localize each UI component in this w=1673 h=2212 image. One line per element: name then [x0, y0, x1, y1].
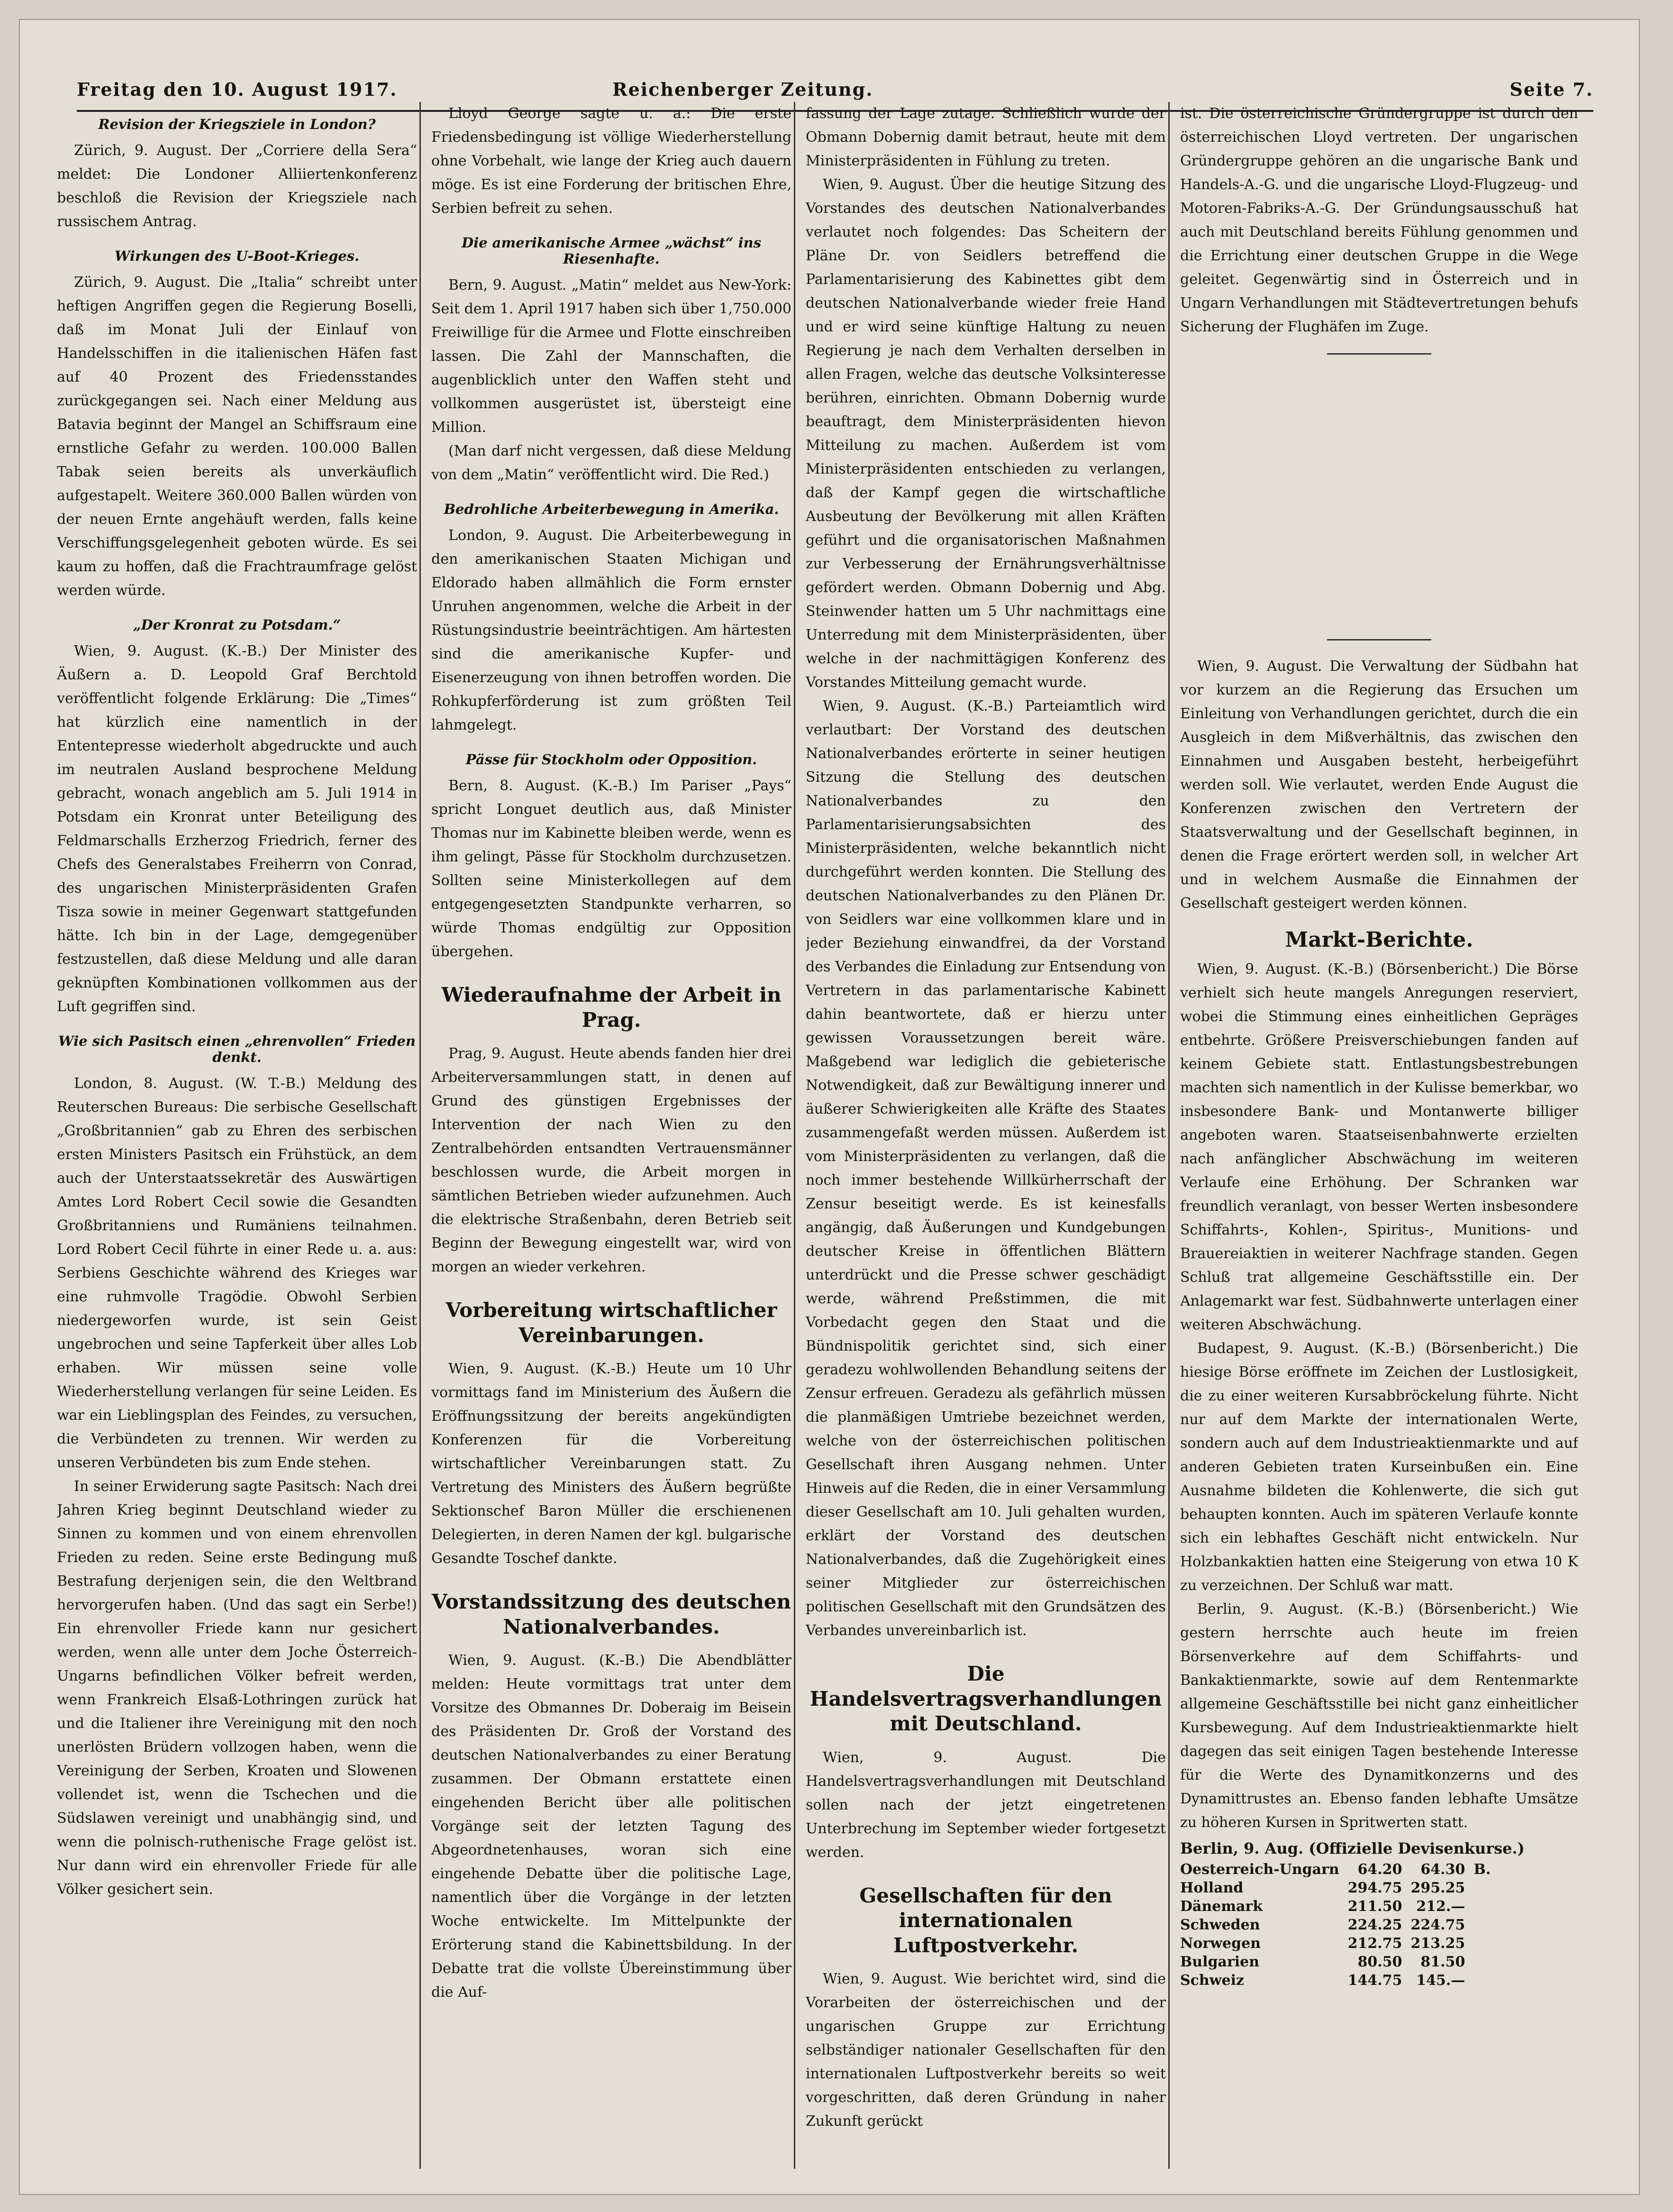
currency-name: Holland [1180, 1880, 1244, 1896]
article-text: Prag, 9. August. Heute abends fanden hier drei Arbeiterversammlungen statt, in denen auf Grund des günstigen Ergebnisses der Intervention der nach Wien zu den Zentralbehörden entsandten Vertrauensmänner beschlossen wurde, die Arbeit morgen in sämtlichen Betrieben wieder aufzunehmen. Auch die elektrische Straßenbahn, deren Betrieb seit Beginn der Bewegung eingestellt war, wird von morgen an wieder verkehren. [431, 1045, 791, 1275]
article-heading: Bedrohliche Arbeiterbewegung in Amerika. [444, 501, 779, 517]
article-text: Wien, 9. August. (K.-B.) Parteiamtlich wird verlautbart: Der Vorstand des deutschen Nationalverbandes erörterte in seiner heutigen Sitzung die Stellung des deutschen Nationalverbandes zu den Parlamentarisierungsabsichten des Ministerpräsidenten, welche bekanntlich nicht durchgeführt werden konnten. Die Stellung des deutschen Nationalverbandes zu den Plänen Dr. von Seidlers war eine vollkommen klare und in jeder Beziehung einwandfrei, da der Vorstand des Verbandes die Einladung zur Entsendung von Vertretern in das parlamentarische Kabinett dahin beantwortete, daß er hierzu unter gewissen Voraussetzungen bereit wäre. Maßgebend war lediglich die gebieterische Notwendigkeit, daß zur Bewältigung innerer und äußerer Schwierigkeiten alle Kräfte des Staates zusammengefaßt werden müssen. Außerdem ist vom Ministerpräsidenten zu verlangen, daß die noch immer bestehende Willkürherrschaft der Zensur beseitigt werde. Es ist keinesfalls angängig, daß Äußerungen und Kundgebungen deutscher Kreise in öffentlichen Blättern unterdrückt und die Presse schwer geschädigt werde, während Preßstimmen, die mit Vorbedacht gegen den Staat und die Bündnispolitik gerichtet sind, sich einer geradezu wohlwollenden Behandlung seitens der Zensur erfreuen. Geradezu als gefährlich müssen die planmäßigen Umtriebe bezeichnet werden, welche von der österreichischen politischen Gesellschaft ihren Ausgang nehmen. Unter Hinweis auf die Reden, die in einer Versammlung dieser Gesellschaft am 10. Juli gehalten wurden, erklärt der Vorstand des deutschen Nationalverbandes, daß die Zugehörigkeit eines seiner Mitglieder zur österreichischen politischen Gesellschaft mit den Grundsätzen des Verbandes unvereinbarlich ist. [806, 698, 1166, 1639]
currency-rate: 212.— [1416, 1898, 1465, 1915]
currency-mark [1473, 1934, 1499, 1953]
article-text: Lloyd George sagte u. a.: Die erste Friedensbedingung ist völlige Wiederherstellung ohne Vorbehalt, wie lange der Krieg auch dauern möge. Es ist eine Forderung der britischen Ehre, Serbien befreit zu sehen. [431, 105, 791, 217]
article-text: Bern, 9. August. „Matin“ meldet aus New-York: Seit dem 1. April 1917 haben sich über 1,750.000 Freiwillige für die Armee und Flotte einschreiben lassen. Die Zahl der Mannschaften, die augenblicklich unter den Waffen steht und vollkommen ausgerüstet ist, übersteigt eine Million. [431, 277, 791, 436]
article-heading: Die amerikanische Armee „wächst“ ins Riesenhafte. [461, 235, 762, 267]
currency-mark [1473, 1916, 1499, 1934]
currency-name: Norwegen [1180, 1935, 1261, 1952]
currency-mark: B. [1473, 1861, 1491, 1878]
column-rule [419, 102, 421, 2169]
currency-rate: 64.20 [1357, 1861, 1402, 1878]
currency-table [1180, 1860, 1499, 1990]
article-heading: „Der Kronrat zu Potsdam.“ [133, 617, 341, 633]
currency-name: Dänemark [1180, 1898, 1263, 1915]
column-4 [1180, 102, 1578, 2169]
article-text: London, 8. August. (W. T.-B.) Meldung des Reuterschen Bureaus: Die serbische Gesellschaft „Großbritannien“ gab zu Ehren des serbischen ersten Ministers Pasitsch ein Frühstück, an dem auch der Unterstaatssekretär des Auswärtigen Amtes Lord Robert Cecil sowie die Gesandten Großbritanniens und Rumäniens teilnahmen. Lord Robert Cecil führte in einer Rede u. a. aus: Serbiens Geschichte während des Krieges war eine ruhmvolle Tragödie. Obwohl Serbien niedergeworfen wurde, ist sein Geist ungebrochen und seine Tapferkeit über alles Lob erhaben. Wir müssen seine volle Wiederherstellung verlangen für seine Leiden. Es war ein Lieblingsplan des Feindes, zu versuchen, die Verbündeten zu trennen. Wir werden zu unseren Verbündeten bis zum Ende stehen. [57, 1075, 417, 1471]
article-text: fassung der Lage zutage. Schließlich wurde der Obmann Dobernig damit betraut, heute mit dem Ministerpräsidenten in Fühlung zu treten. [806, 105, 1166, 169]
currency-rate: 212.75 [1347, 1935, 1402, 1952]
table-row [1180, 1897, 1499, 1916]
table-row [1180, 1879, 1499, 1897]
article-headline: Vorstandssitzung des deutschen Nationalverbandes. [432, 1590, 791, 1638]
currency-rate: 81.50 [1420, 1954, 1465, 1970]
article-text: Wien, 9. August. Wie berichtet wird, sind die Vorarbeiten der österreichischen und der ungarischen Gruppe zur Errichtung selbständiger nationaler Gesellschaften für den internationalen Luftpostverkehr bereits so weit vorgeschritten, daß deren Gründung in naher Zukunft gerückt [806, 1971, 1166, 2130]
article-text: Wien, 9. August. (K.-B.) Heute um 10 Uhr vormittags fand im Ministerium des Äußern die Eröffnungssitzung der bereits angekündigten Konferenzen für die Vorbereitung wirtschaftlicher Vereinbarungen statt. Zu Vertretung des Ministers des Äußern begrüßte Sektionschef Baron Müller die erschienenen Delegierten, in deren Namen der kgl. bulgarische Gesandte Toschef dankte. [431, 1361, 791, 1567]
currency-rate: 211.50 [1347, 1898, 1402, 1915]
currency-rate: 294.75 [1347, 1880, 1402, 1896]
article-text: Zürich, 9. August. Der „Corriere della Sera“ meldet: Die Londoner Alliiertenkonferenz beschloß die Revision der Kriegsziele nach russischem Antrag. [57, 142, 417, 230]
masthead-date: Freitag den 10. August 1917. [77, 79, 398, 100]
article-headline: Gesellschaften für den internationalen Luftpostverkehr. [859, 1883, 1112, 1957]
article-text: Wien, 9. August. Die Verwaltung der Südbahn hat vor kurzem an die Regierung das Ersuchen um Einleitung von Verhandlungen gerichtet, durch die ein Ausgleich in dem Mißverhältnis, das zwischen den Einnahmen und Ausgaben besteht, herbeigeführt werden soll. Wie verlautet, werden Ende August die Konferenzen zwischen den Vertretern der Staatsverwaltung und der Gesellschaft beginnen, in denen die Frage erörtert werden soll, in welcher Art und in welchem Ausmaße die Einnahmen der Gesellschaft gesteigert werden können. [1180, 658, 1578, 912]
market-report: Berlin, 9. August. (K.-B.) (Börsenbericht.) Wie gestern herrschte auch heute im freien Börsenverkehre auf dem Schiffahrts- und Bankaktienmarkte, sowie auf dem Rentenmarkte allgemeine Geschäftsstille bei nicht ganz einheitlicher Kursbewegung. Auf dem Industrieaktienmarkte hielt dagegen das seit einigen Tagen bestehende Interesse für die Werte des Dynamitkonzerns und des Dynamittrustes an. Ebenso fanden lebhafte Umsätze zu höheren Kursen in Spritwerten statt. [1180, 1601, 1578, 1831]
masthead-page-number: Seite 7. [1509, 79, 1593, 100]
table-row [1180, 1971, 1499, 1990]
section-separator [1327, 353, 1431, 355]
article-heading: Wirkungen des U-Boot-Krieges. [114, 248, 360, 264]
article-text: Wien, 9. August. Die Handelsvertragsverhandlungen mit Deutschland sollen nach der jetzt eingetretenen Unterbrechung im September wieder fortgesetzt werden. [806, 1749, 1166, 1861]
currency-name: Schweden [1180, 1917, 1260, 1933]
article-heading: Pässe für Stockholm oder Opposition. [465, 751, 757, 768]
masthead-title: Reichenberger Zeitung. [612, 79, 873, 100]
currency-rate: 224.75 [1410, 1917, 1465, 1933]
article-heading: Wie sich Pasitsch einen „ehrenvollen“ Frieden denkt. [58, 1033, 416, 1065]
column-2 [431, 102, 791, 2169]
column-1 [57, 102, 417, 2169]
market-reports-heading: Markt-Berichte. [1285, 928, 1473, 952]
currency-name: Oesterreich-Ungarn [1180, 1861, 1339, 1878]
table-row [1180, 1934, 1499, 1953]
currency-mark [1473, 1897, 1499, 1916]
column-rule [1168, 102, 1170, 2169]
article-heading: Revision der Kriegsziele in London? [98, 116, 376, 132]
currency-mark [1473, 1879, 1499, 1897]
table-row [1180, 1860, 1499, 1879]
currency-rate: 295.25 [1410, 1880, 1465, 1896]
table-row [1180, 1916, 1499, 1934]
currency-rate: 145.— [1416, 1972, 1465, 1989]
article-text: Wien, 9. August. Über die heutige Sitzung des Vorstandes des deutschen Nationalverbandes verlautet noch folgendes: Das Scheitern der Pläne Dr. von Seidlers betreffend die Parlamentarisierung des Kabinettes gibt dem deutschen Nationalverbande wieder freie Hand und er wird seine künftige Haltung zu neuen Regierung je nach dem Verhalten derselben in allen Fragen, welche das deutsche Volksinteresse berühren, einrichten. Obmann Dobernig wurde beauftragt, dem Ministerpräsidenten hievon Mitteilung zu machen. Außerdem ist vom Ministerpräsidenten entschieden zu verlangen, daß der Kampf gegen die wirtschaftliche Ausbeutung der Bevölkerung mit allen Kräften geführt und die organisatorischen Maßnahmen zur Verbesserung der Ernährungsverhältnisse gefördert werden. Obmann Dobernig und Abg. Steinwender hatten um 5 Uhr nachmittags eine Unterredung mit dem Ministerpräsidenten, über welche in der nachmittägigen Konferenz des Vorstandes Mitteilung gemacht wurde. [806, 176, 1166, 691]
currency-rate: 213.25 [1410, 1935, 1465, 1952]
article-text: In seiner Erwiderung sagte Pasitsch: Nach drei Jahren Krieg beginnt Deutschland wieder zu Sinnen zu kommen und von einem ehrenvollen Frieden zu reden. Seine erste Bedingung muß Bestrafung derjenigen sein, die den Weltbrand hervorgerufen haben. (Und das sagt ein Serbe!) Ein ehrenvoller Friede kann nur gesichert werden, wenn alle unter dem Joche Österreich-Ungarns befindlichen Völker befreit werden, wenn Frankreich Elsaß-Lothringen zurück hat und die Italiener ihre Vereinigung mit den noch unerlösten Brüdern vollzogen haben, wenn die Vereinigung der Serben, Kroaten und Slowenen vollendet ist, wenn die Tschechen und die Südslawen vereinigt und unabhängig sind, und wenn die polnisch-ruthenische Frage gelöst ist. Nur dann wird ein ehrenvoller Friede für alle Völker gesichert sein. [57, 1478, 417, 1898]
article-text: (Man darf nicht vergessen, daß diese Meldung von dem „Matin“ veröffentlicht wird. Die Red.) [431, 443, 791, 483]
article-text: London, 9. August. Die Arbeiterbewegung in den amerikanischen Staaten Michigan und Eldorado haben allmählich die Form ernster Unruhen angenommen, welche die Arbeit in der Rüstungsindustrie beeinträchtigen. Am härtesten sind die amerikanische Kupfer- und Eisenerzeugung von ihnen betroffen worden. Die Rohkupferförderung ist zum größten Teil lahmgelegt. [431, 527, 791, 733]
article-headline: Die Handelsvertragsverhandlungen mit Deutschland. [809, 1662, 1162, 1735]
currency-rate: 64.30 [1420, 1861, 1465, 1878]
article-headline: Wiederaufnahme der Arbeit in Prag. [441, 983, 782, 1032]
currency-mark [1473, 1971, 1499, 1990]
section-separator [1327, 639, 1431, 640]
currency-name: Bulgarien [1180, 1954, 1260, 1970]
table-row [1180, 1953, 1499, 1971]
currency-rate: 80.50 [1357, 1954, 1402, 1970]
column-3 [806, 102, 1166, 2169]
market-report: Budapest, 9. August. (K.-B.) (Börsenbericht.) Die hiesige Börse eröffnete im Zeichen der Lustlosigkeit, die zu einer weiteren Kursabbröckelung führte. Nicht nur auf dem Markte der internationalen Werte, sondern auch auf dem Industrieaktienmarkte und auf anderen Gebieten traten Kurseinbußen ein. Eine Ausnahme bildeten die Kohlenwerte, die sich gut behaupten konnten. Auch im späteren Verlaufe konnte sich ein lebhaftes Geschäft nicht entwickeln. Nur Holzbankaktien hatten eine Steigerung von etwa 10 K zu verzeichnen. Der Schluß war matt. [1180, 1340, 1578, 1594]
article-text: Wien, 9. August. (K.-B.) Die Abendblätter melden: Heute vormittags trat unter dem Vorsitze des Obmannes Dr. Doberaig im Beisein des Präsidenten Dr. Groß der Vorstand des deutschen Nationalverbandes zu einer Beratung zusammen. Der Obmann erstattete einen eingehenden Bericht über alle politischen Vorgänge seit der letzten Tagung des Abgeordnetenhauses, woran sich eine eingehende Debatte über die politische Lage, namentlich über die Vorgänge in der letzten Woche entwickelte. Im Mittelpunkte der Erörterung stand die Kabinettsbildung. In der Debatte trat die vollste Übereinstimmung über die Auf- [431, 1652, 791, 2001]
article-text: Wien, 9. August. (K.-B.) Der Minister des Äußern a. D. Leopold Graf Berchtold veröffentlicht folgende Erklärung: Die „Times“ hat kürzlich eine namentlich in der Ententepresse wiederholt abgedruckte und auch im neutralen Ausland besprochene Meldung gebracht, wonach angeblich am 5. Juli 1914 in Potsdam ein Kronrat unter Beteiligung des Feldmarschalls Erzherzog Friedrich, ferner des Chefs des Generalstabes Freiherrn von Conrad, des ungarischen Ministerpräsidenten Grafen Tisza sowie in meiner Gegenwart stattgefunden hätte. Ich bin in der Lage, demgegenüber festzustellen, daß diese Meldung und alle daran geknüpften Kombinationen vollkommen aus der Luft gegriffen sind. [57, 643, 417, 1015]
currency-name: Schweiz [1180, 1972, 1245, 1989]
article-headline: Vorbereitung wirtschaftlicher Vereinbarungen. [446, 1298, 777, 1347]
currency-rate: 224.25 [1347, 1917, 1402, 1933]
currency-table-title: Berlin, 9. Aug. (Offizielle Devisenkurse.) [1180, 1839, 1525, 1857]
market-report: Wien, 9. August. (K.-B.) (Börsenbericht.) Die Börse verhielt sich heute mangels Anregungen reserviert, wobei die Stimmung eines einheitlichen Gepräges entbehrte. Größere Preisverschiebungen fanden auf keinem Gebiete statt. Entlastungsbestrebungen machten sich namentlich in der Kulisse bemerkbar, wo insbesondere Bank- und Montanwerte billiger angeboten waren. Staatseisenbahnwerte erzielten nach anfänglicher Abschwächung im weiteren Verlaufe eine Erhöhung. Der Schranken war freundlich veranlagt, von besser Werten insbesondere Schiffahrts-, Kohlen-, Spiritus-, Munitions- und Brauereiaktien in weiterer Nachfrage standen. Gegen Schluß trat allgemeine Geschäftsstille ein. Der Anlagemarkt war fest. Südbahnwerte unterlagen einer weiteren Abschwächung. [1180, 961, 1578, 1333]
article-text: ist. Die österreichische Gründergruppe ist durch den österreichischen Lloyd vertreten. Der ungarischen Gründergruppe gehören an die ungarische Bank und Handels-A.-G. und die ungarische Lloyd-Flugzeug- und Motoren-Fabriks-A.-G. Der Gründungsausschuß hat auch mit Deutschland bereits Fühlung genommen und die Errichtung einer deutschen Gruppe in die Wege geleitet. Gegenwärtig sind in Österreich und in Ungarn Verhandlungen mit Städtevertretungen behufs Sicherung der Flughäfen im Zuge. [1180, 105, 1578, 335]
blank-space [1180, 369, 1578, 625]
column-rule [794, 102, 795, 2169]
article-text: Zürich, 9. August. Die „Italia“ schreibt unter heftigen Angriffen gegen die Regierung Boselli, daß im Monat Juli der Einlauf von Handelsschiffen in die italienischen Häfen fast auf 40 Prozent des Friedensstandes zurückgegangen sei. Nach einer Meldung aus Batavia beginnt der Mangel an Schiffsraum eine ernstliche Gefahr zu werden. 100.000 Ballen Tabak seien bereits als unverkäuflich aufgestapelt. Weitere 360.000 Ballen würden von der neuen Ernte angehäuft werden, falls keine Verschiffungsgelegenheit geboten würde. Es sei kaum zu hoffen, daß die Frachtraumfrage gelöst werden würde. [57, 274, 417, 599]
currency-rate: 144.75 [1347, 1972, 1402, 1989]
article-text: Bern, 8. August. (K.-B.) Im Pariser „Pays“ spricht Longuet deutlich aus, daß Minister Thomas nur im Kabinette bleiben werde, wenn es ihm gelingt, Pässe für Stockholm durchzusetzen. Sollten seine Ministerkollegen auf dem entgegengesetzten Standpunkte verharren, so würde Thomas endgültig zur Opposition übergehen. [431, 777, 791, 960]
currency-mark [1473, 1953, 1499, 1971]
